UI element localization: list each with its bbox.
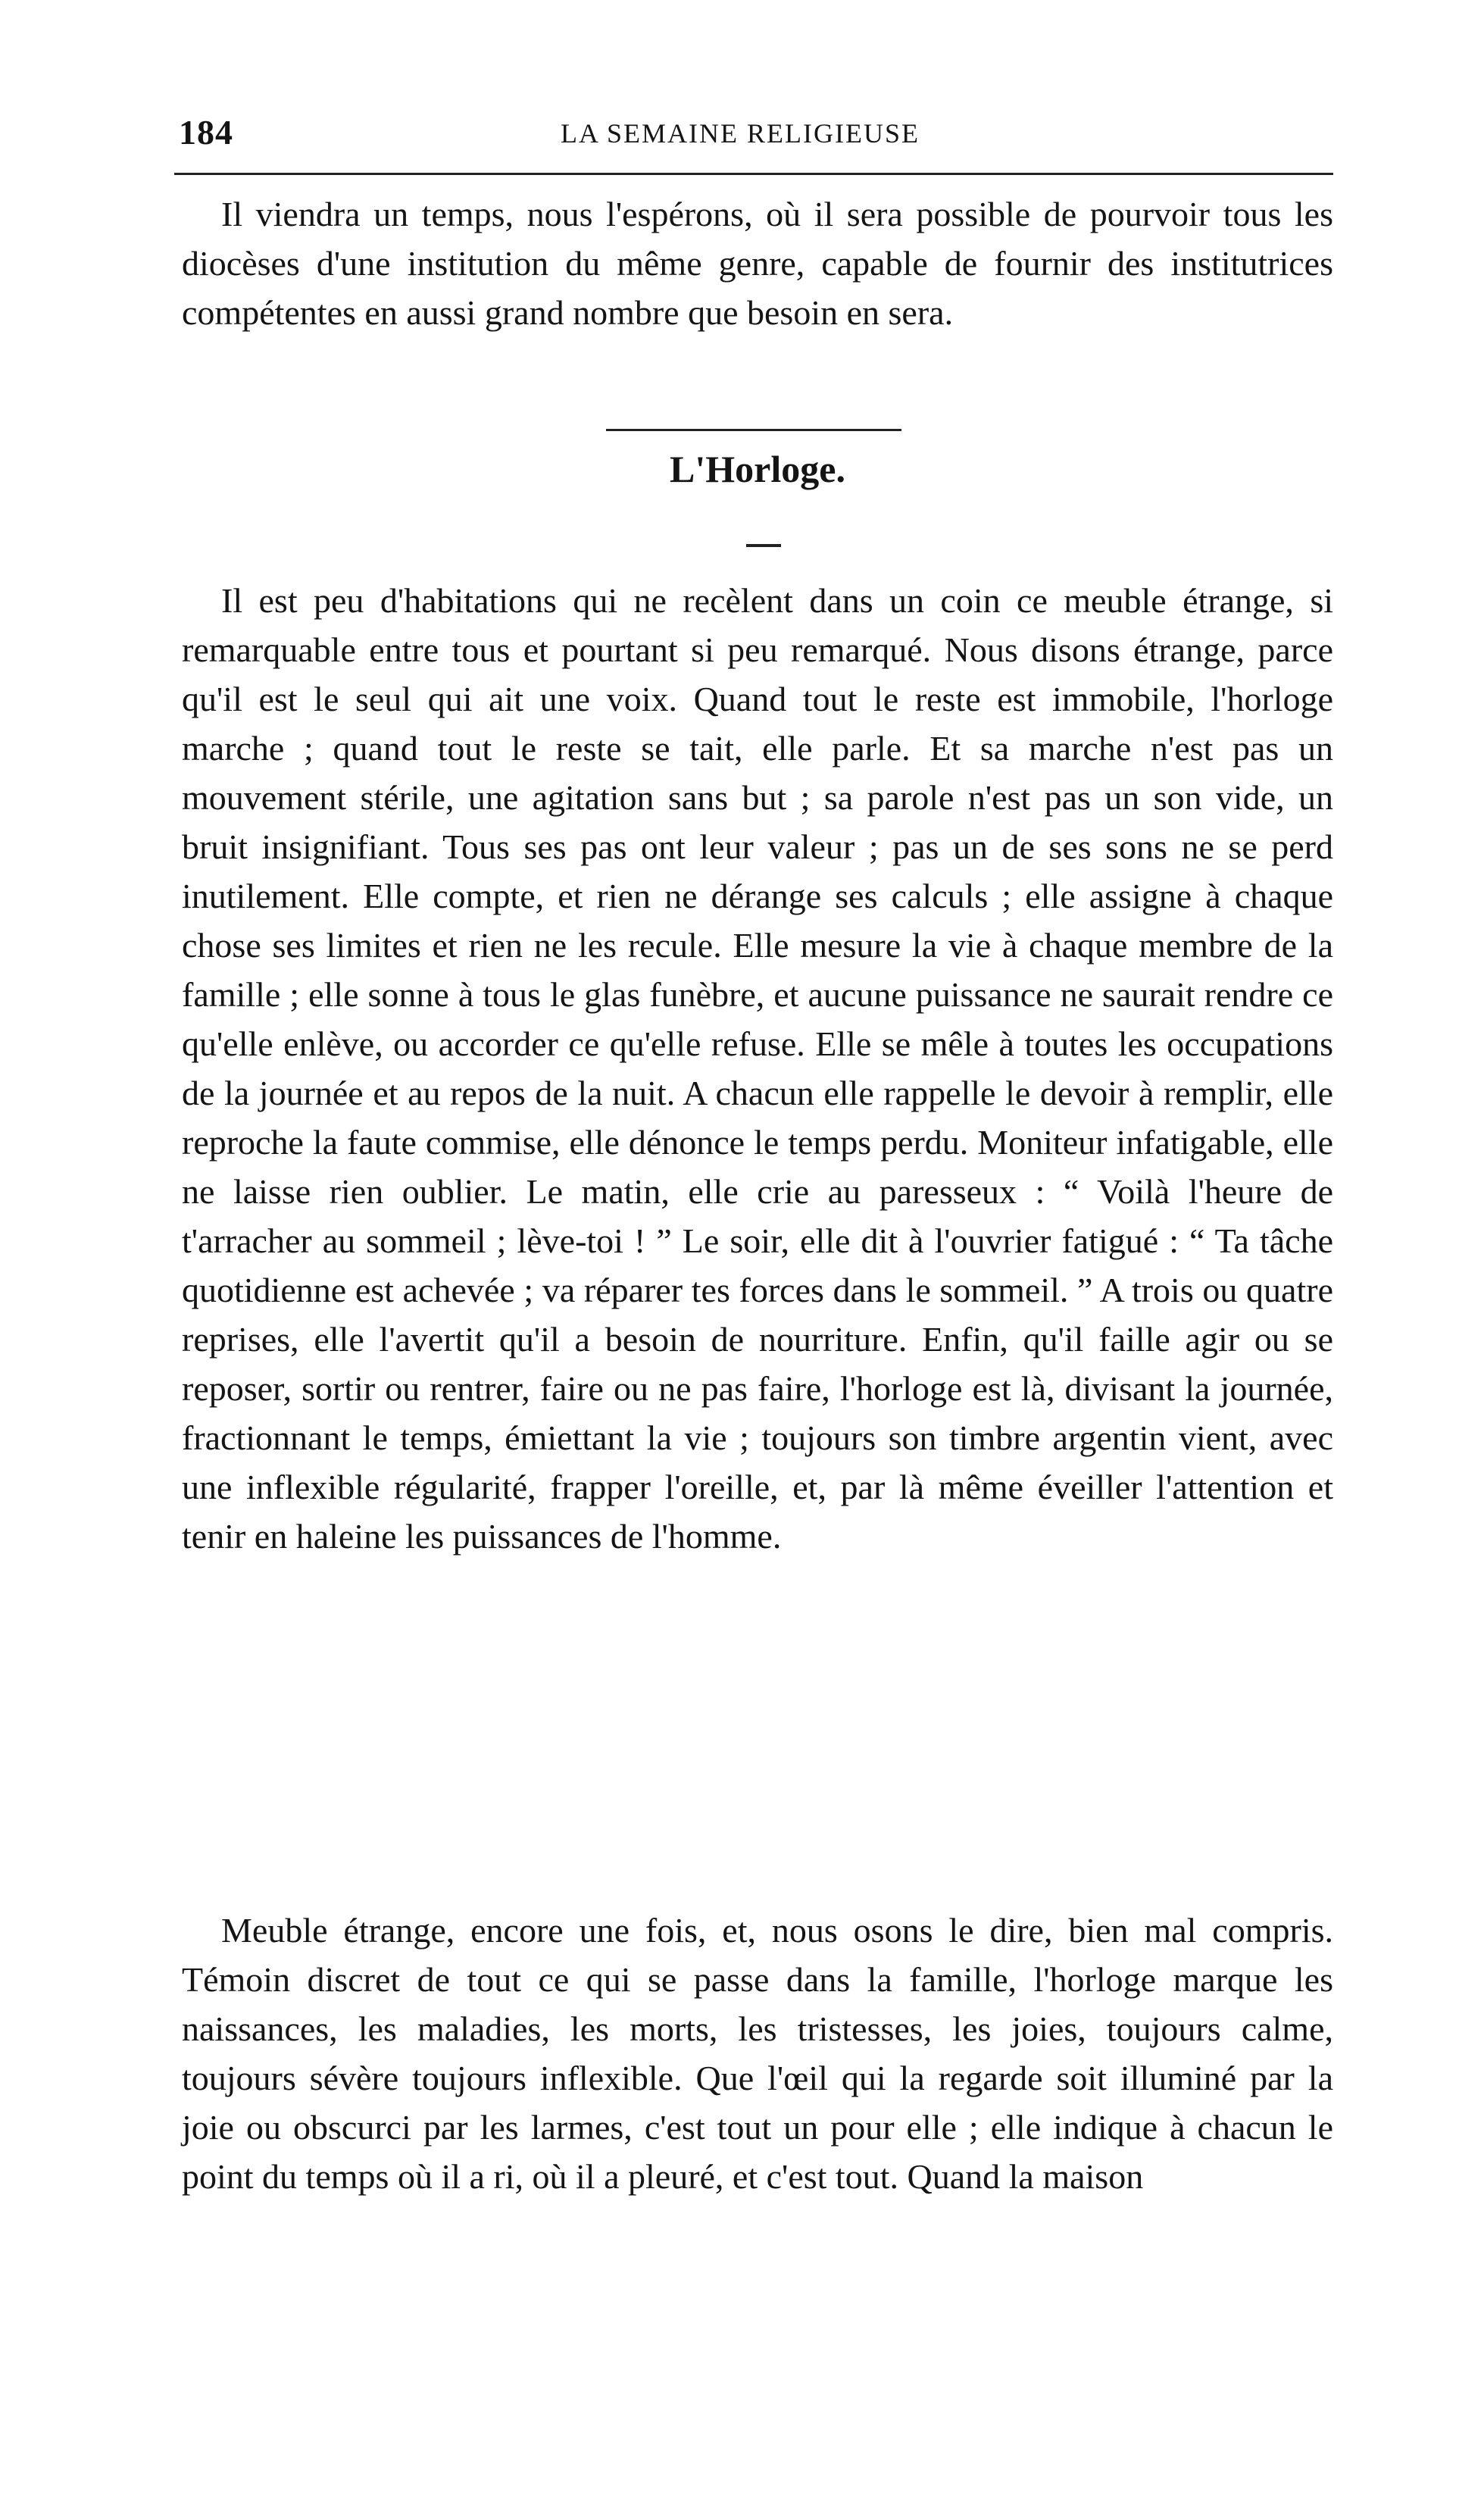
title-dash	[746, 544, 781, 547]
page-number: 184	[179, 113, 233, 152]
article-title: L'Horloge.	[670, 448, 845, 490]
body-paragraph-2: Meuble étrange, encore une fois, et, nous osons le dire, bien mal compris. Témoin discret de tout ce qui se passe dans la famille, l'horloge marque les naissances, les maladies, les morts, les tristesses, les joies, toujours calme, toujours sévère toujours inflexible. Que l'œil qui la regarde soit illuminé par la joie ou obscurci par les larmes, c'est tout un pour elle ; elle indique à chacun le point du temps où il a ri, où il a pleuré, et c'est tout. Quand la maison	[182, 1911, 1333, 2196]
running-head: LA SEMAINE RELIGIEUSE	[561, 118, 920, 149]
section-separator-rule	[606, 429, 901, 431]
intro-paragraph: Il viendra un temps, nous l'espérons, où il sera possible de pourvoir tous les diocèses d'une institution du même genre, capable de fournir des institutrices compétentes en aussi grand nombre que besoin en sera.	[182, 195, 1333, 332]
header-rule	[174, 173, 1333, 175]
body-paragraph-1: Il est peu d'habitations qui ne recèlent dans un coin ce meuble étrange, si remarquable entre tous et pourtant si peu remarqué. Nous disons étrange, parce qu'il est le seul qui ait une voix. Quand tout le reste est immobile, l'horloge marche ; quand tout le reste se tait, elle parle. Et sa marche n'est pas un mouvement stérile, une agitation sans but ; sa parole n'est pas un son vide, un bruit insignifiant. Tous ses pas ont leur valeur ; pas un de ses sons ne se perd inutilement. Elle compte, et rien ne dérange ses calculs ; elle assigne à chaque chose ses limites et rien ne les recule. Elle mesure la vie à chaque membre de la famille ; elle sonne à tous le glas funèbre, et aucune puissance ne saurait rendre ce qu'elle enlève, ou accorder ce qu'elle refuse. Elle se mêle à toutes les occupations de la journée et au repos de la nuit. A chacun elle rappelle le devoir à remplir, elle reproche la faute commise, elle dénonce le temps perdu. Moniteur infatigable, elle ne laisse rien oublier. Le matin, elle crie au paresseux : “ Voilà l'heure de t'arracher au sommeil ; lève-toi ! ” Le soir, elle dit à l'ouvrier fatigué : “ Ta tâche quotidienne est achevée ; va réparer tes forces dans le sommeil. ” A trois ou quatre reprises, elle l'avertit qu'il a besoin de nourriture. Enfin, qu'il faille agir ou se reposer, sortir ou rentrer, faire ou ne pas faire, l'horloge est là, divisant la journée, fractionnant le temps, émiettant la vie ; toujours son timbre argentin vient, avec une inflexible régularité, frapper l'oreille, et, par là même éveiller l'attention et tenir en haleine les puissances de l'homme.	[182, 581, 1333, 1556]
